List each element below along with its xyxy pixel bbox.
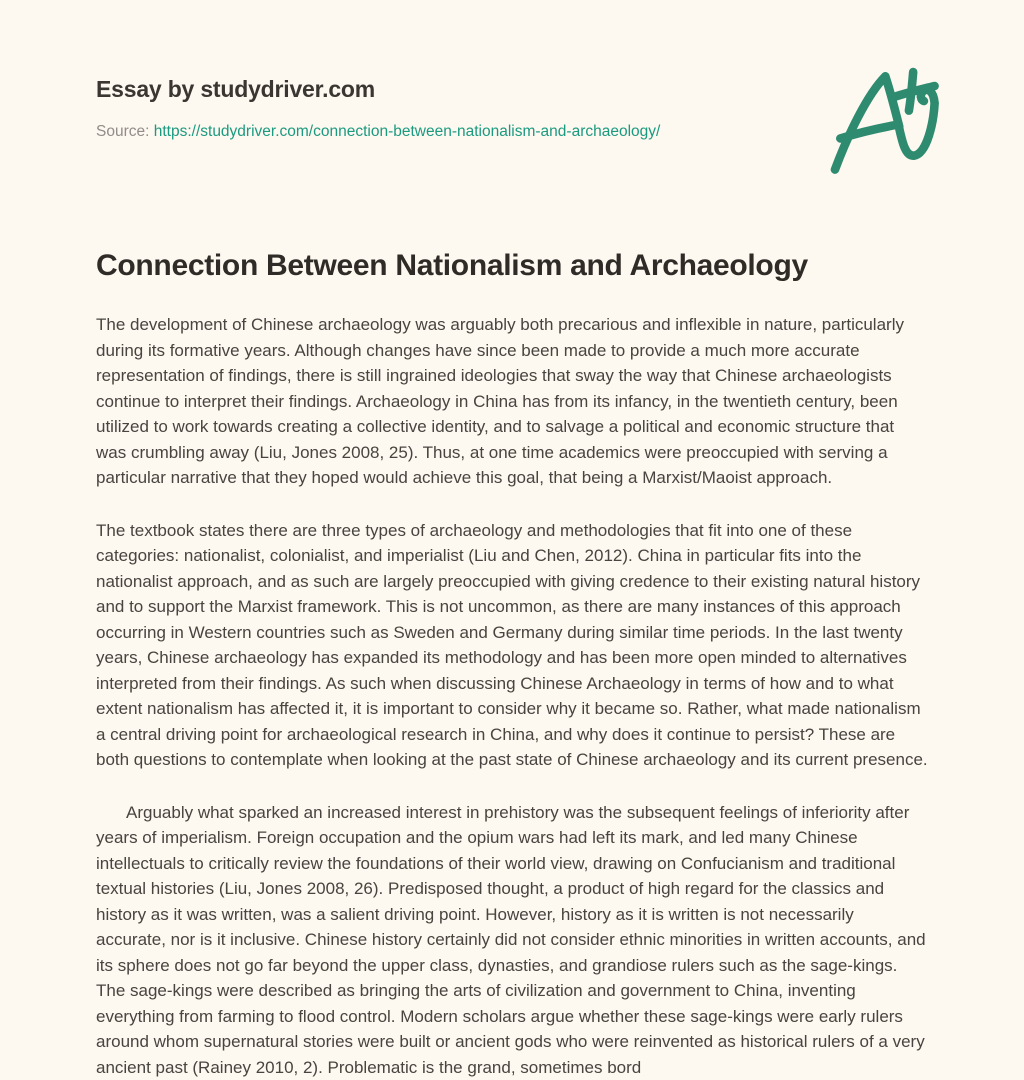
- source-line: [96, 121, 928, 143]
- essay-paragraph-3: Arguably what sparked an increased interest in prehistory was the subsequent feelings of inferiority after years of imperialism. Foreign occupation and the opium wars had left its mark, and led many Chinese intellectuals to critically review the foundations of their world view, drawing on Confucianism and traditional textual histories (Liu, Jones 2008, 26). Predisposed thought, a product of high regard for the classics and history as it was written, was a salient driving point. However, history as it is written is not necessarily accurate, nor is it inclusive. Chinese history certainly did not consider ethnic minorities in written accounts, and its sphere does not go far beyond the upper class, dynasties, and grandiose rulers such as the sage-kings. The sage-kings were described as bringing the arts of civilization and government to China, inventing everything from farming to flood control. Modern scholars argue whether these sage-kings were early rulers around whom supernatural stories were built or ancient gods who were reinvented as historical rulers of a very ancient past (Rainey 2010, 2). Problematic is the grand, sometimes bord: [96, 800, 928, 1080]
- site-heading: Essay by studydriver.com: [96, 74, 928, 104]
- source-link[interactable]: https://studydriver.com/connection-between-nationalism-and-archaeology/: [154, 123, 661, 140]
- studydriver-logo: [822, 56, 954, 176]
- page-header: [96, 74, 928, 143]
- a-plus-logo-icon: [822, 56, 954, 176]
- source-label: Source:: [96, 123, 149, 140]
- essay-title: Connection Between Nationalism and Archaeology: [96, 247, 928, 285]
- essay-paragraph-1: The development of Chinese archaeology was arguably both precarious and inflexible in nature, particularly during its formative years. Although changes have since been made to provide a much more accurate representation of findings, there is still ingrained ideologies that sway the way that Chinese archaeologists continue to interpret their findings. Archaeology in China has from its infancy, in the twentieth century, been utilized to work towards creating a collective identity, and to salvage a political and economic structure that was crumbling away (Liu, Jones 2008, 25). Thus, at one time academics were preoccupied with serving a particular narrative that they hoped would achieve this goal, that being a Marxist/Maoist approach.: [96, 312, 928, 491]
- essay-paragraph-2: The textbook states there are three types of archaeology and methodologies that fit into one of these categories: nationalist, colonialist, and imperialist (Liu and Chen, 2012). China in particular fits into the nationalist approach, and as such are largely preoccupied with giving credence to their existing natural history and to support the Marxist framework. This is not uncommon, as there are many instances of this approach occurring in Western countries such as Sweden and Germany during similar time periods. In the last twenty years, Chinese archaeology has expanded its methodology and has been more open minded to alternatives interpreted from their findings. As such when discussing Chinese Archaeology in terms of how and to what extent nationalism has affected it, it is important to consider why it became so. Rather, what made nationalism a central driving point for archaeological research in China, and why does it continue to persist? These are both questions to contemplate when looking at the past state of Chinese archaeology and its current presence.: [96, 518, 928, 773]
- essay-body: [96, 247, 928, 1080]
